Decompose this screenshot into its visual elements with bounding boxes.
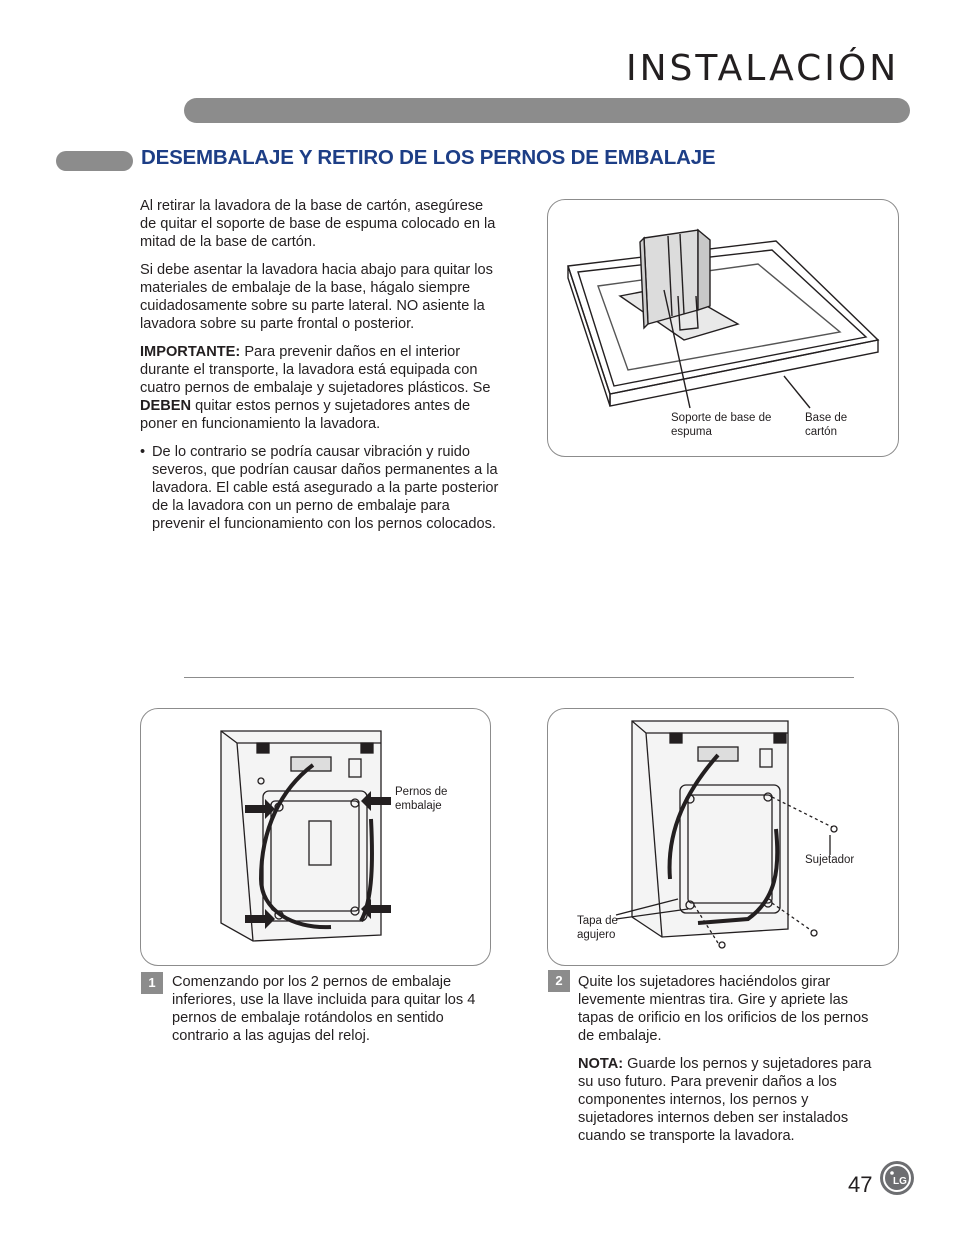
label-cardboard-base: Base de cartón [805, 412, 848, 438]
section-divider [184, 677, 854, 678]
bullet-text: De lo contrario se podría causar vibración y ruido severos, que podrían causar daños permanentes a la lavadora. El cable está asegurado a la parte posterior de la lavadora con un perno de embalaje para prevenir el funcionamiento con los pernos colocados. [152, 444, 499, 532]
important-text-a: Para prevenir daños en el interior durante el transporte, la lavadora está equipada con cuatro pernos de embalaje y sujetadores plásticos. Se [140, 344, 491, 396]
step-2-text: Quite los sujetadores haciéndolos girar levemente mientras tira. Gire y apriete las tapas de orificio en los orificios de los pernos de embalaje. [578, 974, 869, 1044]
lg-logo-text: LG [893, 1176, 907, 1187]
section-marker [56, 151, 133, 171]
important-text-b: quitar estos pernos y sujetadores antes de poner en funcionamiento la lavadora. [140, 398, 471, 432]
figure-step-1 [140, 708, 491, 966]
page-number: 47 [848, 1172, 873, 1197]
intro-paragraph-1: Al retirar la lavadora de la base de cartón, asegúrese de quitar el soporte de base de espuma colocado en la mitad de la base de cartón. [140, 198, 496, 250]
bullet-mark: • [140, 444, 146, 460]
figure-step-2 [547, 708, 899, 966]
label-packing-bolts: Pernos de embalaje [395, 786, 448, 812]
title-bar [184, 98, 910, 123]
deben-label: DEBEN [140, 398, 192, 414]
label-hole-cap: Tapa de agujero [577, 915, 618, 941]
step-1-badge: 1 [141, 972, 163, 994]
label-clip: Sujetador [805, 854, 855, 866]
lg-logo-mark [880, 1161, 914, 1195]
intro-paragraph-3 [140, 343, 500, 433]
section-heading: DESEMBALAJE Y RETIRO DE LOS PERNOS DE EMBALAJE [141, 146, 716, 169]
lg-logo [880, 1161, 914, 1195]
washer-back-bolts-illustration [141, 709, 490, 965]
important-label: IMPORTANTE: [140, 344, 241, 360]
page-title: INSTALACIÓN [626, 48, 900, 89]
note-text: Guarde los pernos y sujetadores para su uso futuro. Para prevenir daños a los componentes internos, los pernos y sujetadores internos deben ser instalados cuando se transporte la lavadora. [578, 1056, 872, 1144]
bullet-item [140, 443, 500, 533]
step-2-badge: 2 [548, 970, 570, 992]
label-foam-support: Soporte de base de espuma [671, 412, 772, 438]
intro-text [140, 197, 500, 533]
step-2-note [578, 1055, 878, 1145]
note-label: NOTA: [578, 1056, 624, 1072]
intro-paragraph-2: Si debe asentar la lavadora hacia abajo para quitar los materiales de embalaje de la base, hágalo siempre cuidadosamente sobre su parte lateral. NO asiente la lavadora sobre su parte frontal o posterior. [140, 262, 493, 332]
step-2-content [578, 973, 878, 1155]
step-1-text: Comenzando por los 2 pernos de embalaje inferiores, use la llave incluida para quitar los 4 pernos de embalaje rotándolos en sentido contrario a las agujas del reloj. [172, 974, 476, 1044]
figure-packaging-box [547, 199, 899, 457]
